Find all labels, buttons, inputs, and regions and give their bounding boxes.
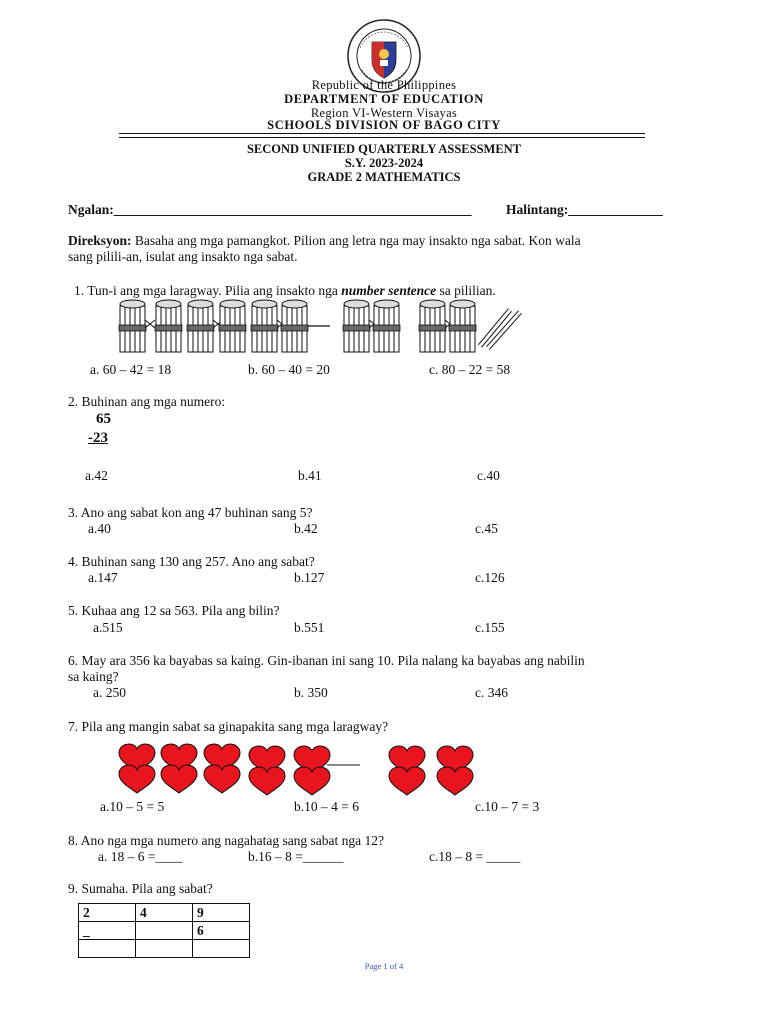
q6-choice-a[interactable]: a. 250 bbox=[93, 685, 126, 700]
table-cell[interactable] bbox=[136, 940, 193, 958]
stick-bundle-icon bbox=[449, 300, 476, 352]
stick-bundle-icon bbox=[119, 300, 146, 352]
question-8-prompt: 8. Ano nga mga numero ang nagahatag sang sabat nga 12? bbox=[68, 833, 385, 848]
title-line2: S.Y. 2023-2024 bbox=[344, 156, 424, 170]
header-rule-bottom bbox=[119, 137, 645, 138]
stick-bundle-icon bbox=[343, 300, 370, 352]
question-2-prompt: 2. Buhinan ang mga numero: bbox=[68, 394, 226, 409]
heart-icon bbox=[294, 767, 330, 795]
q2-choice-a[interactable]: a.42 bbox=[85, 468, 108, 483]
stick-bundle-icon bbox=[219, 300, 246, 352]
heart-icon bbox=[389, 767, 425, 795]
q1-prompt-post: sa pililian. bbox=[436, 283, 496, 298]
q8-choice-c[interactable]: c.18 – 8 = _____ bbox=[429, 849, 521, 864]
header-country: Republic of the Philippines bbox=[311, 78, 457, 92]
question-4-prompt: 4. Buhinan sang 130 ang 257. Ano ang sabat? bbox=[68, 554, 315, 569]
question-6-prompt-line1: 6. May ara 356 ka bayabas sa kaing. Gin-ibanan ini sang 10. Pila nalang ka bayabas ang nabilin bbox=[68, 653, 585, 668]
stick-bundle-icon bbox=[419, 300, 446, 352]
q7-choice-a[interactable]: a.10 – 5 = 5 bbox=[100, 799, 165, 814]
q1-sticks-illustration bbox=[118, 298, 528, 356]
q3-choice-c[interactable]: c.45 bbox=[475, 521, 498, 536]
stick-bundle-icon bbox=[373, 300, 400, 352]
q1-prompt-pre: 1. Tun-i ang mga laragway. Pilia ang insakto nga bbox=[74, 283, 342, 298]
table-cell: 6 bbox=[193, 922, 250, 940]
q7-hearts-illustration bbox=[115, 743, 485, 793]
header-rule-top bbox=[119, 133, 645, 134]
q4-choice-b[interactable]: b.127 bbox=[294, 570, 325, 585]
q4-choice-c[interactable]: c.126 bbox=[475, 570, 505, 585]
heart-icon bbox=[437, 767, 473, 795]
q2-choice-b[interactable]: b.41 bbox=[298, 468, 322, 483]
table-cell[interactable] bbox=[79, 940, 136, 958]
q9-addition-table bbox=[78, 903, 250, 958]
question-3-prompt: 3. Ano ang sabat kon ang 47 buhinan sang 5? bbox=[68, 505, 313, 520]
q7-choice-c[interactable]: c.10 – 7 = 3 bbox=[475, 799, 540, 814]
table-cell: 9 bbox=[193, 904, 250, 922]
table-cell[interactable] bbox=[136, 922, 193, 940]
q1-choice-c[interactable]: c. 80 – 22 = 58 bbox=[429, 362, 511, 377]
name-field[interactable]: Ngalan:_____________________________________________________ bbox=[68, 202, 472, 217]
question-6-prompt-line2: sa kaing? bbox=[68, 669, 119, 684]
stick-bundle-icon bbox=[187, 300, 214, 352]
q2-minuend: 65 bbox=[96, 411, 111, 427]
heart-icon bbox=[249, 767, 285, 795]
heart-icon bbox=[204, 765, 240, 793]
directions-line2: sang pilili-an, isulat ang insakto nga sabat. bbox=[68, 249, 298, 264]
q2-subtrahend: -23 bbox=[88, 430, 108, 446]
question-1-prompt bbox=[74, 283, 496, 299]
q5-choice-b[interactable]: b.551 bbox=[294, 620, 325, 635]
table-cell[interactable]: _ bbox=[79, 922, 136, 940]
table-cell[interactable] bbox=[193, 940, 250, 958]
question-5-prompt: 5. Kuhaa ang 12 sa 563. Pila ang bilin? bbox=[68, 603, 280, 618]
q8-choice-b[interactable]: b.16 – 8 =______ bbox=[248, 849, 344, 864]
header-department: DEPARTMENT OF EDUCATION bbox=[284, 92, 484, 106]
header-region: Region VI-Western Visayas bbox=[310, 106, 458, 120]
q6-choice-c[interactable]: c. 346 bbox=[475, 685, 508, 700]
directions-text1: Basaha ang mga pamangkot. Pilion ang letra nga may insakto nga sabat. Kon wala bbox=[131, 233, 581, 248]
q3-choice-b[interactable]: b.42 bbox=[294, 521, 318, 536]
q1-choice-a[interactable]: a. 60 – 42 = 18 bbox=[90, 362, 172, 377]
question-9-prompt: 9. Sumaha. Pila ang sabat? bbox=[68, 881, 213, 896]
section-field[interactable]: Halintang:______________ bbox=[506, 202, 663, 217]
stick-bundle-icon bbox=[251, 300, 278, 352]
q1-choice-b[interactable]: b. 60 – 40 = 20 bbox=[248, 362, 330, 377]
heart-icon bbox=[119, 765, 155, 793]
q6-choice-b[interactable]: b. 350 bbox=[294, 685, 328, 700]
table-cell: 2 bbox=[79, 904, 136, 922]
header-division: SCHOOLS DIVISION OF BAGO CITY bbox=[267, 118, 501, 132]
directions-label: Direksyon: bbox=[68, 233, 132, 248]
q2-choice-c[interactable]: c.40 bbox=[477, 468, 500, 483]
q8-choice-a[interactable]: a. 18 – 6 =____ bbox=[98, 849, 183, 864]
table-row bbox=[79, 940, 250, 958]
stick-bundle-icon bbox=[155, 300, 182, 352]
table-row bbox=[79, 904, 250, 922]
q3-choice-a[interactable]: a.40 bbox=[88, 521, 111, 536]
q4-choice-a[interactable]: a.147 bbox=[88, 570, 118, 585]
q5-choice-c[interactable]: c.155 bbox=[475, 620, 505, 635]
title-line1: SECOND UNIFIED QUARTERLY ASSESSMENT bbox=[246, 142, 522, 156]
stick-bundle-icon bbox=[281, 300, 308, 352]
heart-icon bbox=[161, 765, 197, 793]
directions-line1 bbox=[68, 233, 581, 249]
q1-prompt-emphasis: number sentence bbox=[341, 283, 437, 298]
table-cell: 4 bbox=[136, 904, 193, 922]
question-7-prompt: 7. Pila ang mangin sabat sa ginapakita sang mga laragway? bbox=[68, 719, 389, 734]
title-line3: GRADE 2 MATHEMATICS bbox=[307, 170, 461, 184]
q5-choice-a[interactable]: a.515 bbox=[93, 620, 123, 635]
page-number: Page 1 of 4 bbox=[364, 961, 404, 971]
q7-choice-b[interactable]: b.10 – 4 = 6 bbox=[294, 799, 359, 814]
table-row bbox=[79, 922, 250, 940]
